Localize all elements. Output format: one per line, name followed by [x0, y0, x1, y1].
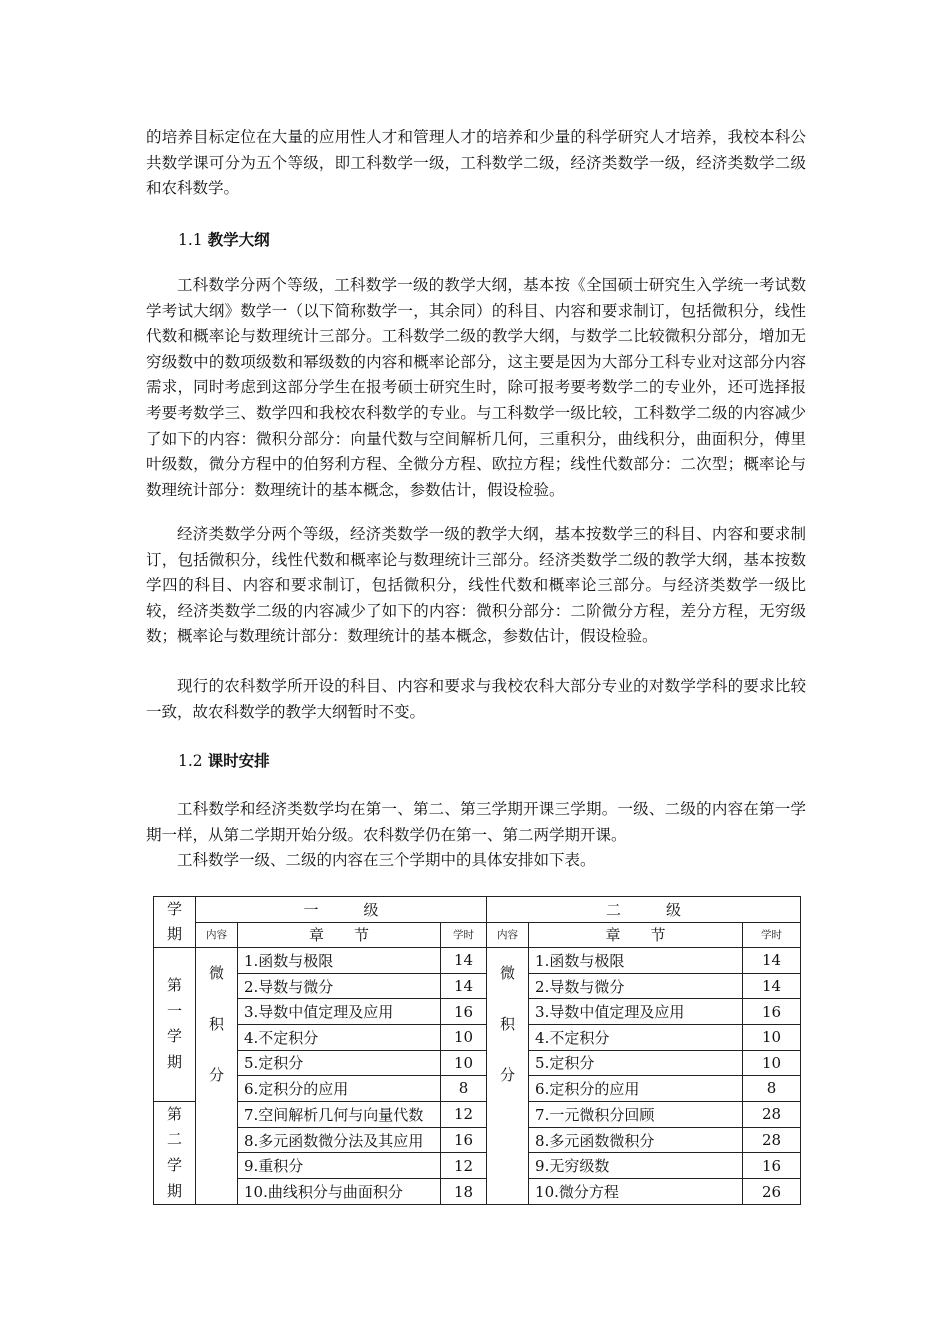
chapter-cell: 6.定积分的应用 — [238, 1076, 441, 1102]
chapter-cell: 5.定积分 — [238, 1050, 441, 1076]
hours-cell: 14 — [441, 973, 487, 999]
empty-category-one — [196, 1101, 238, 1204]
table-row — [154, 1101, 801, 1127]
chapter-cell: 1.函数与极限 — [529, 948, 743, 974]
section-number: 1.2 — [178, 752, 203, 770]
chapter-cell: 3.导数中值定理及应用 — [238, 999, 441, 1025]
chapter-cell: 2.导数与微分 — [238, 973, 441, 999]
hours-cell: 14 — [743, 948, 801, 974]
hours-cell: 10 — [743, 1050, 801, 1076]
chapter-cell: 5.定积分 — [529, 1050, 743, 1076]
hours-cell: 12 — [441, 1101, 487, 1127]
syllabus-paragraph-economics: 经济类数学分两个等级，经济类数学一级的教学大纲，基本按数学三的科目、内容和要求制订，包括微积分，线性代数和概率论与数理统计三部分。经济类数学二级的教学大纲，基本按数学四的科目、内容和要求制订，包括微积分，线性代数和概率论三部分。与经济类数学一级比较，经济类数学二级的内容减少了如下的内容：微积分部分：二阶微分方程，差分方程，无穷级数；概率论与数理统计部分：数理统计的基本概念，参数估计，假设检验。 — [146, 525, 806, 646]
chapter-header: 章 节 — [238, 922, 441, 948]
hours-header: 学时 — [441, 922, 487, 948]
chapter-cell: 9.重积分 — [238, 1153, 441, 1179]
schedule-table — [153, 896, 801, 1205]
term-header: 学 期 — [154, 897, 196, 948]
empty-category-two — [487, 1101, 529, 1204]
table-row — [154, 999, 801, 1025]
chapter-cell: 7.一元微积分回顾 — [529, 1101, 743, 1127]
table-row — [154, 1076, 801, 1102]
hours-cell: 26 — [743, 1179, 801, 1205]
table-header-row — [154, 897, 801, 923]
chapter-cell: 8.多元函数微积分 — [529, 1127, 743, 1153]
section-title: 教学大纲 — [207, 230, 270, 249]
hours-cell: 12 — [441, 1153, 487, 1179]
level-one-header: 一 级 — [196, 897, 487, 923]
syllabus-paragraph-agriculture: 现行的农科数学所开设的科目、内容和要求与我校农科大部分专业的对数学学科的要求比较一致，故农科数学的教学大纲暂时不变。 — [146, 677, 806, 721]
hours-cell: 28 — [743, 1127, 801, 1153]
chapter-cell: 4.不定积分 — [529, 1024, 743, 1050]
chapter-header: 章 节 — [529, 922, 743, 948]
hours-cell: 16 — [743, 999, 801, 1025]
hours-cell: 16 — [743, 1153, 801, 1179]
chapter-cell: 10.曲线积分与曲面积分 — [238, 1179, 441, 1205]
chapter-cell: 3.导数中值定理及应用 — [529, 999, 743, 1025]
table-row — [154, 1127, 801, 1153]
chapter-cell: 6.定积分的应用 — [529, 1076, 743, 1102]
calculus-category-two: 微 积 分 — [487, 948, 529, 1102]
section-heading-1-1 — [178, 228, 270, 252]
chapter-cell: 4.不定积分 — [238, 1024, 441, 1050]
hours-cell: 14 — [441, 948, 487, 974]
hours-cell: 8 — [441, 1076, 487, 1102]
hours-cell: 14 — [743, 973, 801, 999]
hours-cell: 10 — [441, 1024, 487, 1050]
section-heading-1-2 — [178, 749, 270, 773]
content-header: 内容 — [196, 922, 238, 948]
hours-cell: 8 — [743, 1076, 801, 1102]
table-row — [154, 948, 801, 974]
term-one-cell: 第 一 学 期 — [154, 948, 196, 1102]
calculus-category-one: 微 积 分 — [196, 948, 238, 1102]
hours-cell: 10 — [441, 1050, 487, 1076]
chapter-cell: 1.函数与极限 — [238, 948, 441, 974]
table-intro-paragraph: 工科数学一级、二级的内容在三个学期中的具体安排如下表。 — [177, 851, 596, 869]
chapter-cell: 8.多元函数微分法及其应用 — [238, 1127, 441, 1153]
chapter-cell: 7.空间解析几何与向量代数 — [238, 1101, 441, 1127]
section-number: 1.1 — [178, 231, 203, 249]
section-title: 课时安排 — [207, 751, 270, 770]
table-row — [154, 1024, 801, 1050]
hours-cell: 28 — [743, 1101, 801, 1127]
hours-cell: 16 — [441, 999, 487, 1025]
hours-cell: 16 — [441, 1127, 487, 1153]
syllabus-paragraph-engineering: 工科数学分两个等级，工科数学一级的教学大纲，基本按《全国硕士研究生入学统一考试数学考试大纲》数学一（以下简称数学一，其余同）的科目、内容和要求制订，包括微积分，线性代数和概率论与数理统计三部分。工科数学二级的教学大纲，与数学二比较微积分部分，增加无穷级数中的数项级数和幂级数的内容和概率论部分，这主要是因为大部分工科专业对这部分内容需求，同时考虑到这部分学生在报考硕士研究生时，除可报考要考数学二的专业外，还可选择报考要考数学三、数学四和我校农科数学的专业。与工科数学一级比较，工科数学二级的内容减少了如下的内容：微积分部分：向量代数与空间解析几何，三重积分，曲线积分，曲面积分，傅里叶级数，微分方程中的伯努利方程、全微分方程、欧拉方程；线性代数部分：二次型；概率论与数理统计部分：数理统计的基本概念，参数估计，假设检验。 — [146, 276, 806, 499]
table-row — [154, 1179, 801, 1205]
level-two-header: 二 级 — [487, 897, 801, 923]
table-row — [154, 1050, 801, 1076]
content-header: 内容 — [487, 922, 529, 948]
hours-header: 学时 — [743, 922, 801, 948]
term-two-cell: 第 二 学 期 — [154, 1101, 196, 1204]
chapter-cell: 2.导数与微分 — [529, 973, 743, 999]
chapter-cell: 10.微分方程 — [529, 1179, 743, 1205]
intro-paragraph: 的培养目标定位在大量的应用性人才和管理人才的培养和少量的科学研究人才培养，我校本科公共数学课可分为五个等级，即工科数学一级，工科数学二级，经济类数学一级，经济类数学二级和农科数学。 — [146, 128, 806, 198]
hours-paragraph: 工科数学和经济类数学均在第一、第二、第三学期开课三学期。一级、二级的内容在第一学期一样，从第二学期开始分级。农科数学仍在第一、第二两学期开课。 — [146, 800, 806, 844]
chapter-cell: 9.无穷级数 — [529, 1153, 743, 1179]
hours-cell: 10 — [743, 1024, 801, 1050]
hours-cell: 18 — [441, 1179, 487, 1205]
table-row — [154, 1153, 801, 1179]
table-subheader-row — [154, 922, 801, 948]
table-row — [154, 973, 801, 999]
